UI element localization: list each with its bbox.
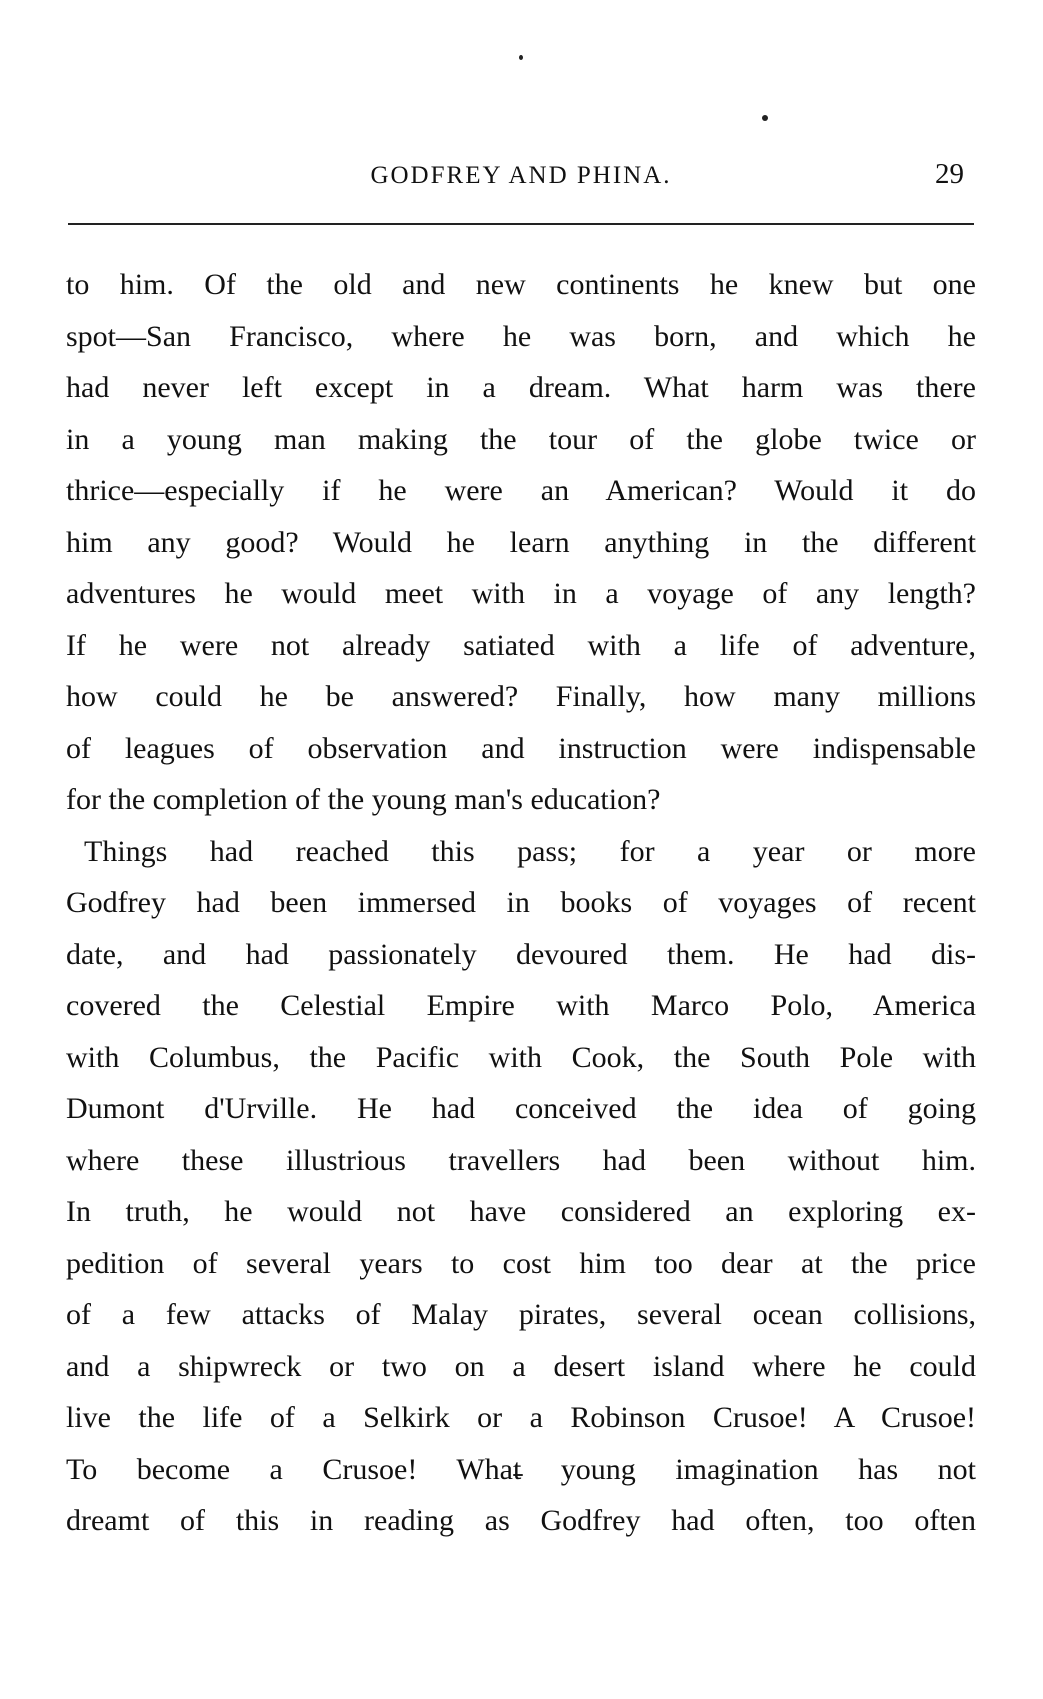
header-rule — [68, 223, 974, 225]
text-line: of leagues of observation and instruction were indispensable — [66, 731, 976, 765]
text-line: dreamt of this in reading as Godfrey had often, too often — [66, 1504, 976, 1537]
running-title: GODFREY AND PHINA. — [370, 162, 672, 189]
ink-speck-top — [519, 55, 523, 60]
text-line: date, and had passionately devoured them. He had dis- — [66, 937, 976, 971]
text-line: how could he be answered? Finally, how many millions — [66, 680, 976, 713]
text-line: pedition of several years to cost him too dear at the price — [66, 1246, 976, 1280]
text-line: Things had reached this pass; for a year or more — [84, 834, 976, 868]
text-line: him any good? Would he learn anything in the different — [66, 525, 976, 559]
body-text — [66, 259, 976, 1547]
text-line: In truth, he would not have considered an exploring ex- — [66, 1195, 976, 1228]
text-line: for the completion of the young man's education? — [66, 783, 661, 816]
text-line: spot—San Francisco, where he was born, and which he — [66, 319, 976, 353]
text-line: adventures he would meet with in a voyage of any length? — [66, 577, 976, 610]
text-line: had never left except in a dream. What harm was there — [66, 371, 976, 404]
text-line: with Columbus, the Pacific with Cook, the South Pole with — [66, 1040, 976, 1074]
text-line: live the life of a Selkirk or a Robinson Crusoe! A Crusoe! — [66, 1401, 976, 1434]
text-line: thrice—especially if he were an American? Would it do — [66, 474, 976, 507]
text-line: Dumont d'Urville. He had conceived the idea of going — [66, 1092, 976, 1125]
text-line: where these illustrious travellers had been without him. — [66, 1143, 976, 1177]
ink-speck-upper-right — [762, 115, 768, 121]
page-header — [66, 156, 976, 196]
text-line: to him. Of the old and new continents he knew but one — [66, 268, 976, 301]
text-line: in a young man making the tour of the globe twice or — [66, 422, 976, 456]
text-line: To become a Crusoe! What young imagination has not — [66, 1452, 976, 1486]
text-line: covered the Celestial Empire with Marco Polo, America — [66, 989, 976, 1022]
text-line: Godfrey had been immersed in books of voyages of recent — [66, 886, 976, 919]
text-line: If he were not already satiated with a life of adventure, — [66, 628, 976, 662]
text-line: and a shipwreck or two on a desert island where he could — [66, 1349, 976, 1383]
text-line: of a few attacks of Malay pirates, several ocean collisions, — [66, 1298, 976, 1331]
page-number: 29 — [935, 158, 964, 190]
